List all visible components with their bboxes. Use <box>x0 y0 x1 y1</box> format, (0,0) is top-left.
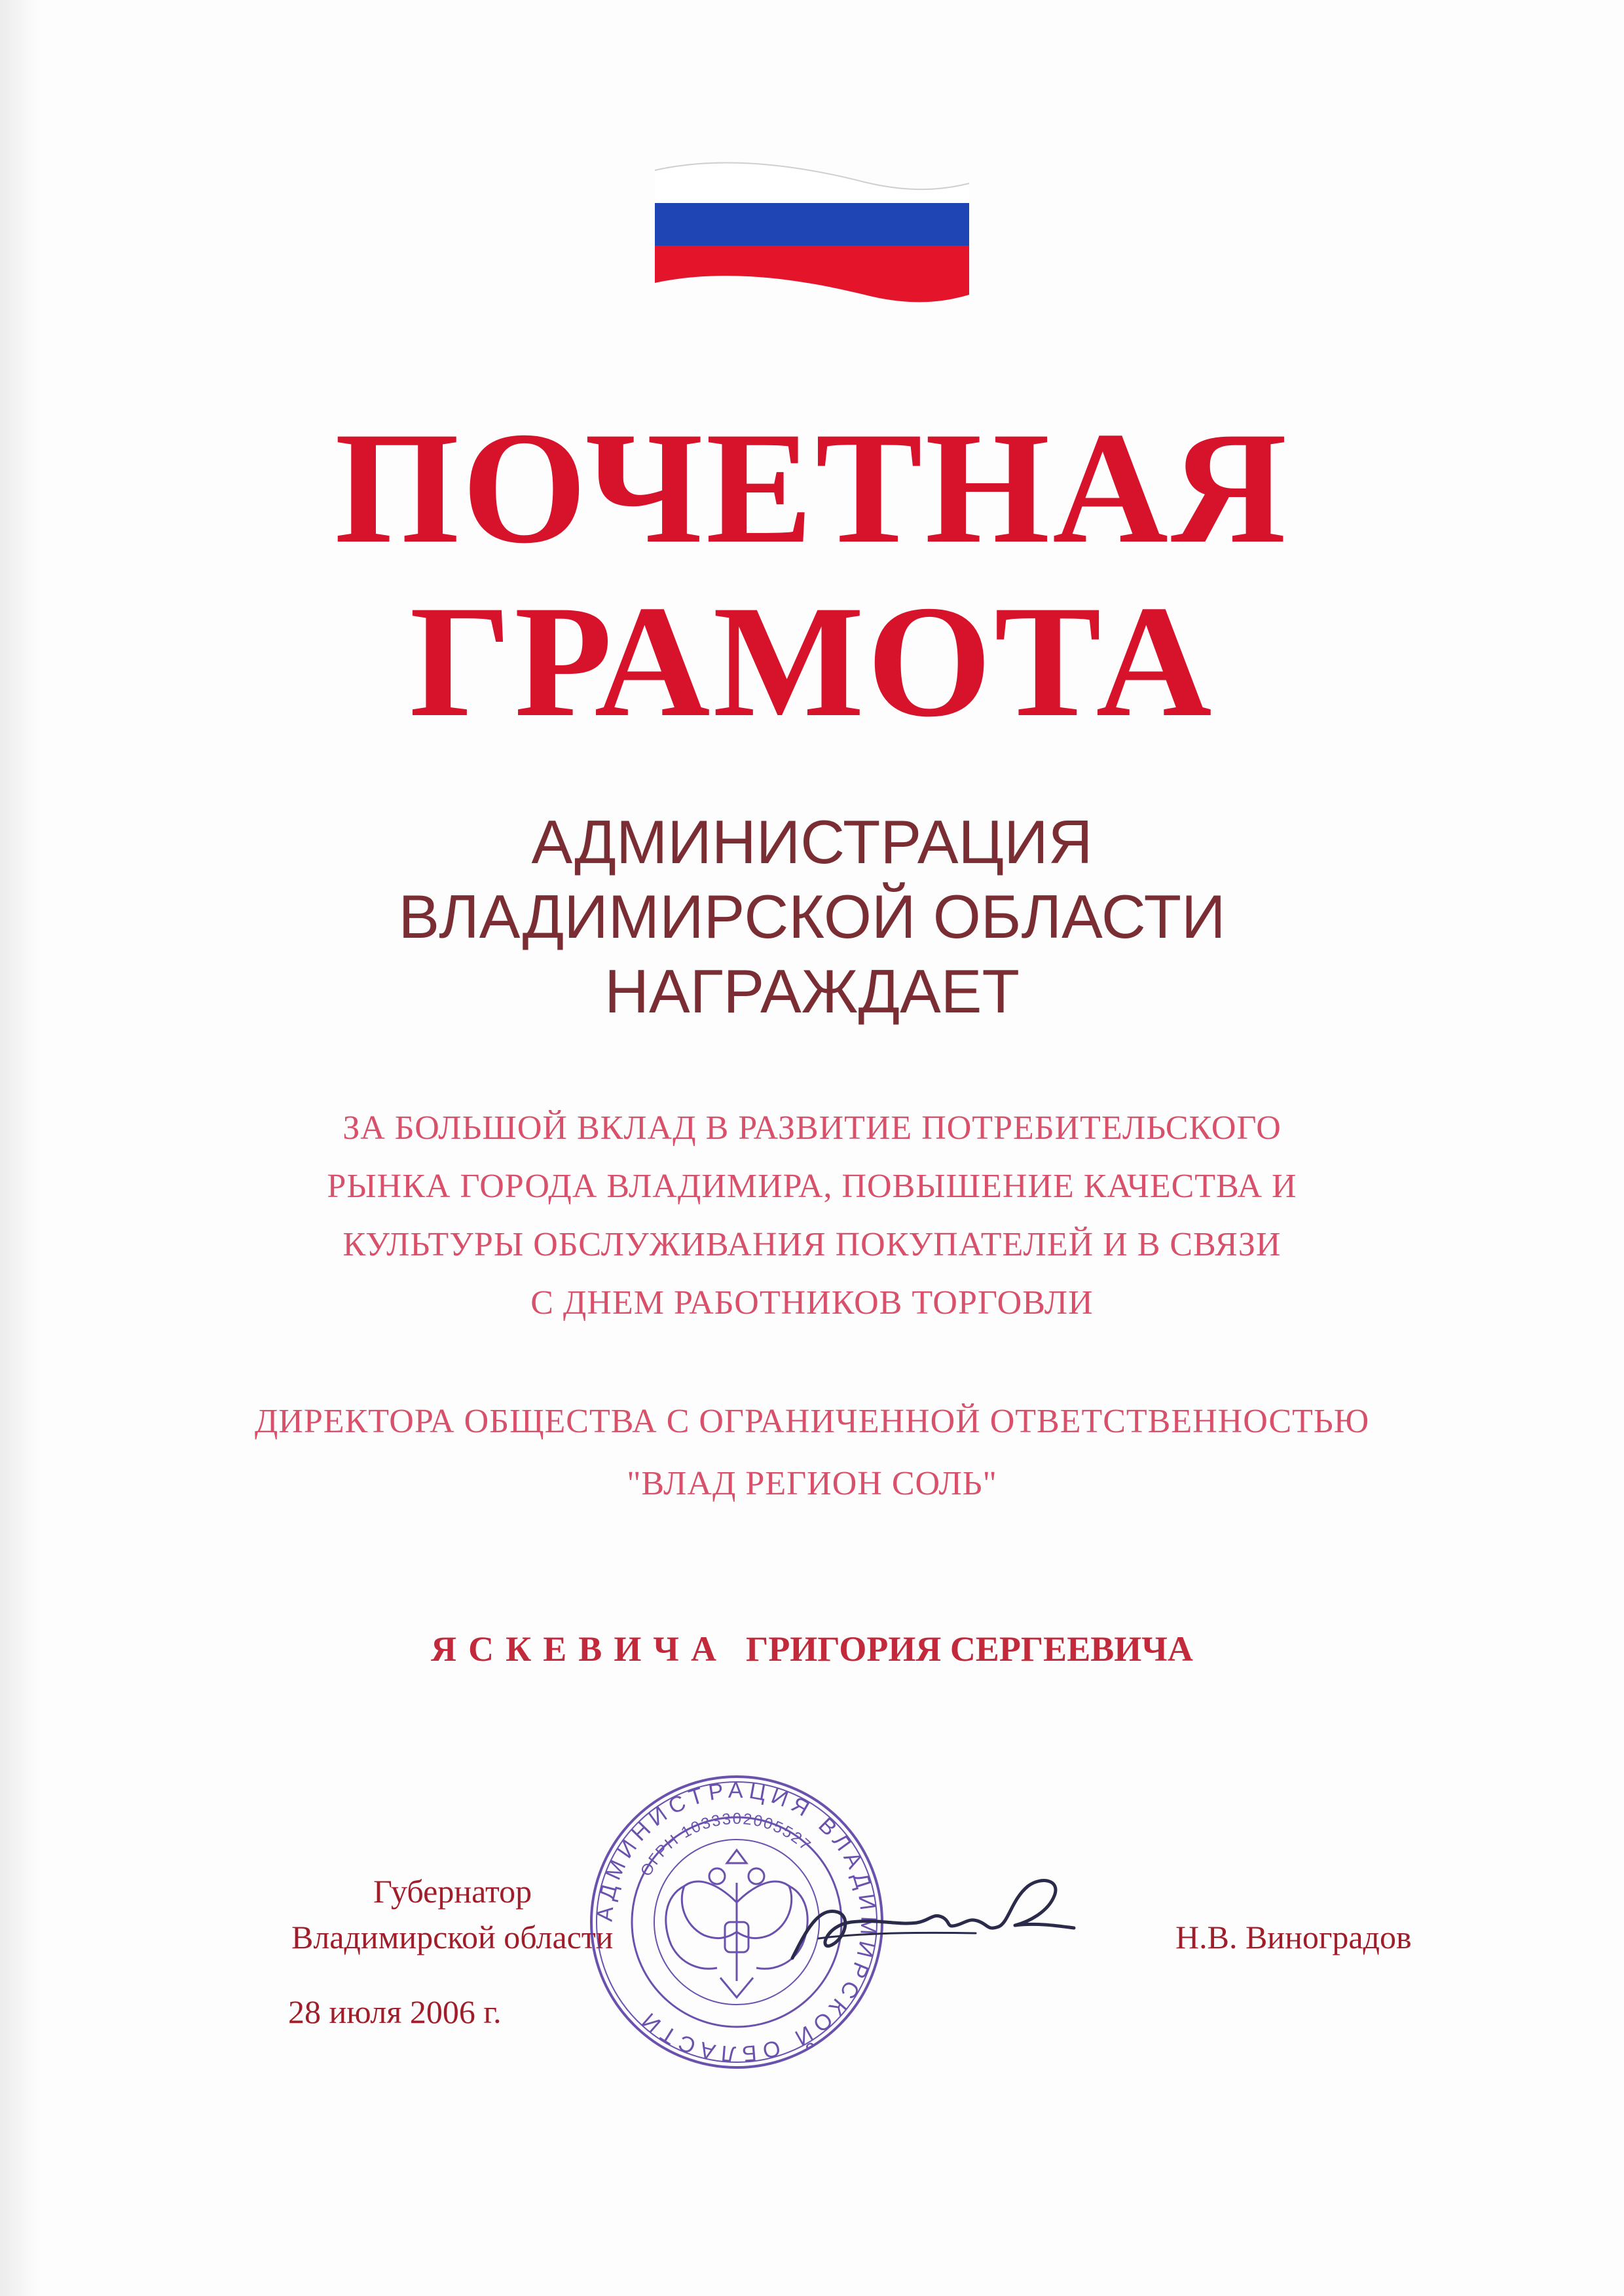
issuer-line-3: НАГРАЖДАЕТ <box>604 957 1020 1026</box>
position-line-1: ДИРЕКТОРА ОБЩЕСТВА С ОГРАНИЧЕННОЙ ОТВЕТСТВЕННОСТЬЮ <box>254 1403 1370 1440</box>
reason-line-1: ЗА БОЛЬШОЙ ВКЛАД В РАЗВИТИЕ ПОТРЕБИТЕЛЬСКОГО <box>342 1109 1282 1147</box>
reason-line-3: КУЛЬТУРЫ ОБСЛУЖИВАНИЯ ПОКУПАТЕЛЕЙ И В СВЯЗИ <box>342 1226 1282 1263</box>
certificate-title-line-1: ПОЧЕТНАЯ <box>334 399 1290 576</box>
awardee-given-name: ГРИГОРИЯ СЕРГЕЕВИЧА <box>745 1629 1193 1669</box>
signatory-title-line-2: Владимирской области <box>291 1919 614 1955</box>
position-line-2: "ВЛАД РЕГИОН СОЛЬ" <box>627 1465 997 1502</box>
certificate-title-line-2: ГРАМОТА <box>409 572 1215 750</box>
awardee-surname: ЯСКЕВИЧА <box>431 1629 728 1669</box>
signatory-title-line-1: Губернатор <box>373 1873 532 1910</box>
signatory-name: Н.В. Виноградов <box>1175 1919 1412 1955</box>
reason-line-4: С ДНЕМ РАБОТНИКОВ ТОРГОВЛИ <box>530 1284 1094 1322</box>
reason-line-2: РЫНКА ГОРОДА ВЛАДИМИРА, ПОВЫШЕНИЕ КАЧЕСТВА И <box>327 1168 1297 1205</box>
russian-flag-icon <box>648 157 976 314</box>
handwritten-signature <box>779 1860 1094 1971</box>
issuer-line-2: ВЛАДИМИРСКОЙ ОБЛАСТИ <box>398 882 1226 951</box>
issuer-line-1: АДМИНИСТРАЦИЯ <box>531 807 1093 876</box>
signature-date: 28 июля 2006 г. <box>288 1993 502 2030</box>
awardee-name <box>0 1623 1624 1675</box>
seal-outer-text: АДМИНИСТРАЦИЯ ВЛАДИМИРСКОЙ ОБЛАСТИ <box>592 1777 881 2067</box>
seal-ogrn-text: ОГРН 1033302005527 <box>637 1809 815 1879</box>
